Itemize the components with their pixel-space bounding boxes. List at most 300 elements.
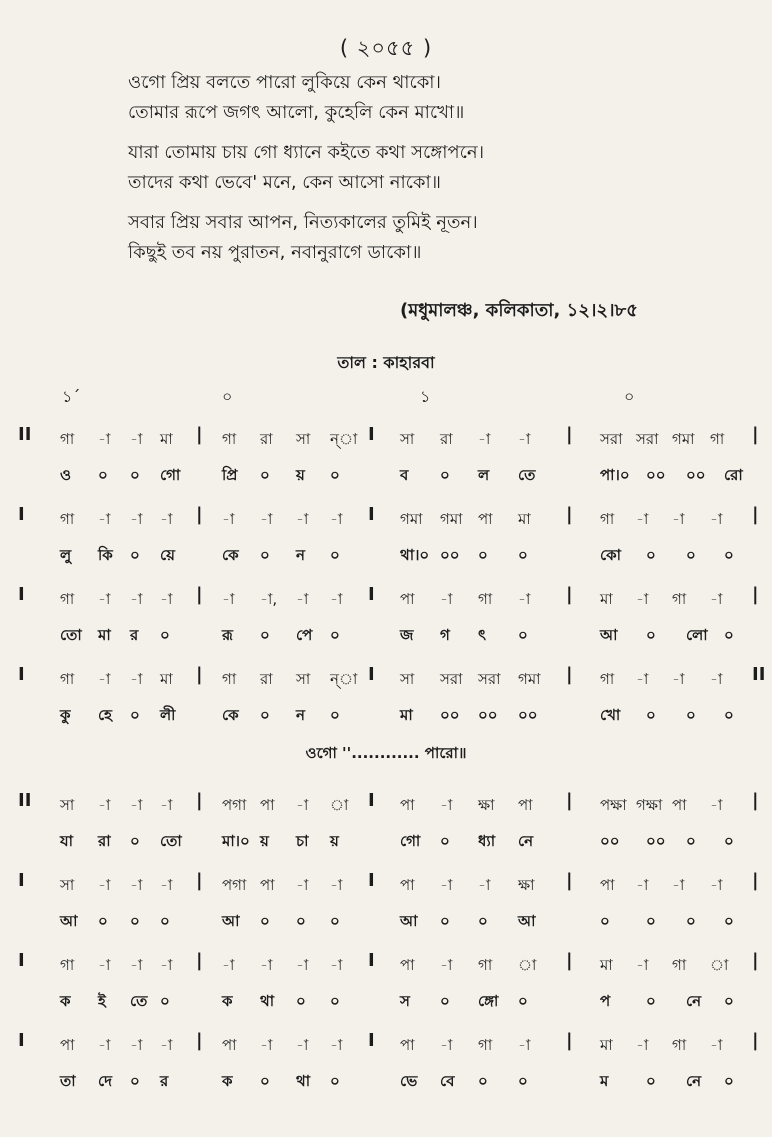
syllable-row	[0, 1062, 772, 1106]
syllable: ল	[478, 466, 490, 484]
syllable: থা।০	[400, 546, 430, 564]
return-line: ওগো ''............ পারো॥	[305, 744, 467, 762]
note: সা	[60, 796, 75, 814]
note: ক্ষা	[518, 876, 535, 894]
note: -া	[518, 590, 531, 608]
syllable: গো	[400, 832, 421, 850]
syllable: ০	[160, 626, 170, 644]
barline: |	[566, 664, 573, 685]
syllable-row	[0, 822, 772, 866]
note: -া	[160, 510, 173, 528]
barline: |	[566, 584, 573, 605]
syllable: পে	[296, 626, 313, 644]
syllable-row	[0, 536, 772, 580]
note: -া	[160, 590, 173, 608]
syllable: ০	[686, 706, 696, 724]
syllable: র	[160, 1072, 169, 1090]
note: -া	[222, 590, 235, 608]
syllable: কু	[60, 706, 71, 724]
note: গা	[478, 1036, 493, 1054]
syllable: মা	[98, 626, 111, 644]
syllable: আ	[600, 626, 618, 644]
page-number: ( ২০৫৫ )	[339, 36, 433, 60]
syllable: চা	[296, 832, 309, 850]
syllable: ০০	[440, 706, 460, 724]
note: -া	[222, 510, 235, 528]
syllable: আ	[60, 912, 78, 930]
barline: |	[566, 950, 573, 971]
note: পা	[478, 510, 493, 528]
note: পা	[672, 796, 687, 814]
syllable: ০	[260, 706, 270, 724]
note: সা	[400, 670, 415, 688]
note: -া	[160, 1036, 173, 1054]
note: -া	[518, 430, 531, 448]
syllable: নে	[518, 832, 534, 850]
syllable: কি	[98, 546, 113, 564]
syllable: ০	[686, 832, 696, 850]
syllable-row	[0, 456, 772, 500]
syllable: ০	[260, 626, 270, 644]
syllable: ০	[330, 546, 340, 564]
syllable: ০	[330, 912, 340, 930]
syllable: ০	[518, 546, 528, 564]
barline: |	[752, 584, 759, 605]
syllable: ০	[724, 832, 734, 850]
barline: II	[18, 790, 32, 811]
syllable: খো	[600, 706, 621, 724]
note: গা	[672, 1036, 687, 1054]
lyric-line: যারা তোমায় চায় গো ধ্যানে কইতে কথা সঙ্গোপনে।	[128, 142, 485, 163]
note: -া	[636, 876, 649, 894]
syllable-row	[0, 982, 772, 1026]
note: -া	[636, 590, 649, 608]
note: -া	[130, 1036, 143, 1054]
note: -া	[130, 430, 143, 448]
syllable: আ	[518, 912, 536, 930]
note: গা	[60, 510, 75, 528]
syllable: ০	[330, 626, 340, 644]
syllable: নে	[686, 992, 702, 1010]
syllable: ০০	[600, 832, 620, 850]
syllable: ক	[222, 992, 233, 1010]
syllable: ০	[98, 912, 108, 930]
syllable: ০	[330, 706, 340, 724]
syllable: ০	[600, 912, 610, 930]
syllable: আ	[222, 912, 240, 930]
syllable: ঙ্গো	[478, 992, 499, 1010]
syllable: তো	[60, 626, 82, 644]
barline: I	[368, 424, 375, 445]
note: -া	[296, 1036, 309, 1054]
note: গা	[478, 956, 493, 974]
syllable: ০	[330, 992, 340, 1010]
syllable: ও	[60, 466, 72, 484]
syllable: প্রি	[222, 466, 238, 484]
note: মা	[160, 430, 173, 448]
note: পা	[518, 796, 533, 814]
syllable: ০০	[646, 466, 666, 484]
note: -া,	[260, 590, 278, 608]
note: সা	[400, 430, 415, 448]
note: সা	[296, 430, 311, 448]
note: -া	[636, 510, 649, 528]
syllable: ০০	[518, 706, 538, 724]
note: -া	[636, 1036, 649, 1054]
syllable: ০	[724, 546, 734, 564]
note: গা	[60, 590, 75, 608]
syllable: আ	[400, 912, 418, 930]
notation-row	[0, 866, 772, 902]
syllable: ০	[130, 466, 140, 484]
syllable: ০	[440, 466, 450, 484]
syllable: কো	[600, 546, 621, 564]
syllable-row	[0, 616, 772, 660]
syllable: ন	[296, 546, 305, 564]
note: -া	[478, 430, 491, 448]
note: পক্ষা	[600, 796, 627, 814]
lyric-line: ওগো প্রিয় বলতে পারো লুকিয়ে কেন থাকো।	[128, 72, 441, 93]
note: সরা	[478, 670, 501, 688]
syllable: ০	[440, 912, 450, 930]
syllable: গ	[440, 626, 450, 644]
syllable: ০	[724, 706, 734, 724]
syllable: ০০	[686, 466, 706, 484]
note: -া	[222, 956, 235, 974]
note: সরা	[636, 430, 659, 448]
note: -া	[296, 510, 309, 528]
note: -া	[710, 510, 723, 528]
note: সরা	[600, 430, 623, 448]
note: পা	[222, 1036, 237, 1054]
note: -া	[330, 590, 343, 608]
note: পগা	[222, 876, 247, 894]
syllable: ০	[646, 626, 656, 644]
syllable: ৎ	[478, 626, 487, 644]
barline: |	[196, 664, 203, 685]
note: গা	[478, 590, 493, 608]
syllable: লো	[686, 626, 708, 644]
notation-row	[0, 420, 772, 456]
syllable: তো	[160, 832, 182, 850]
syllable: ০০	[440, 546, 460, 564]
barline: I	[368, 950, 375, 971]
note: পা	[400, 956, 415, 974]
syllable: ০	[646, 706, 656, 724]
note: সা	[60, 876, 75, 894]
note: পা	[260, 876, 275, 894]
barline: |	[752, 790, 759, 811]
syllable: ০	[478, 1072, 488, 1090]
barline: I	[18, 950, 25, 971]
syllable: মা	[400, 706, 413, 724]
syllable: ০	[518, 626, 528, 644]
syllable: দে	[98, 1072, 112, 1090]
syllable: ০	[440, 832, 450, 850]
syllable: ০	[646, 1072, 656, 1090]
note: গা	[600, 510, 615, 528]
syllable: রূ	[222, 626, 233, 644]
beat-marks	[0, 384, 772, 408]
barline: |	[566, 424, 573, 445]
note: মা	[160, 670, 173, 688]
syllable: ০	[98, 466, 108, 484]
lyric-line: সবার প্রিয় সবার আপন, নিত্যকালের তুমিই নূতন।	[128, 212, 478, 233]
note: -া	[710, 670, 723, 688]
barline: II	[752, 664, 766, 685]
barline: |	[752, 870, 759, 891]
note: -া	[98, 956, 111, 974]
syllable: নে	[686, 1072, 702, 1090]
note: গা	[60, 956, 75, 974]
note: পা	[400, 1036, 415, 1054]
note: -া	[672, 670, 685, 688]
syllable: কে	[222, 546, 239, 564]
syllable: ০	[260, 546, 270, 564]
syllable: ০	[130, 546, 140, 564]
notation-row	[0, 660, 772, 696]
syllable: ম	[600, 1072, 609, 1090]
barline: |	[752, 504, 759, 525]
note: -া	[296, 876, 309, 894]
note: ন্‌া	[330, 670, 358, 688]
note: সরা	[440, 670, 463, 688]
syllable: ০০	[646, 832, 666, 850]
syllable: প	[600, 992, 611, 1010]
note: গা	[60, 430, 75, 448]
notation-section-2	[0, 786, 772, 1106]
syllable: তে	[130, 992, 148, 1010]
note: পগা	[222, 796, 247, 814]
note: -া	[440, 1036, 453, 1054]
note: গা	[600, 670, 615, 688]
syllable: রো	[724, 466, 743, 484]
syllable: ০	[330, 466, 340, 484]
note: পা	[400, 876, 415, 894]
note: -া	[98, 670, 111, 688]
note: া	[710, 956, 729, 974]
note: -া	[130, 796, 143, 814]
note: গমা	[518, 670, 541, 688]
syllable: ন	[296, 706, 305, 724]
syllable: ০	[724, 626, 734, 644]
lyric-line: তোমার রূপে জগৎ আলো, কুহেলি কেন মাখো॥	[128, 102, 465, 123]
barline: |	[752, 1030, 759, 1051]
note: গমা	[400, 510, 423, 528]
syllable: ০	[686, 546, 696, 564]
note: -া	[710, 796, 723, 814]
note: -া	[710, 876, 723, 894]
syllable: ০	[646, 546, 656, 564]
syllable: ০	[160, 912, 170, 930]
syllable: কে	[222, 706, 239, 724]
barline: |	[752, 424, 759, 445]
syllable: ০	[518, 992, 528, 1010]
syllable: ব	[400, 466, 409, 484]
lyric-line: কিছুই তব নয় পুরাতন, নবানুরাগে ডাকো॥	[128, 242, 422, 263]
note: মা	[600, 590, 613, 608]
barline: |	[196, 424, 203, 445]
syllable: ০	[478, 546, 488, 564]
syllable: লু	[60, 546, 72, 564]
syllable: ০০	[478, 706, 498, 724]
barline: |	[566, 504, 573, 525]
syllable: থা	[296, 1072, 311, 1090]
barline: |	[196, 1030, 203, 1051]
syllable: ০	[686, 912, 696, 930]
barline: I	[368, 1030, 375, 1051]
syllable: ০	[130, 706, 140, 724]
syllable-row	[0, 902, 772, 946]
syllable: তে	[518, 466, 536, 484]
lyric-line: তাদের কথা ভেবে' মনে, কেন আসো নাকো॥	[128, 172, 441, 193]
note: -া	[296, 956, 309, 974]
note: -া	[130, 590, 143, 608]
note: -া	[98, 590, 111, 608]
note: -া	[710, 590, 723, 608]
note: -া	[98, 796, 111, 814]
note: -া	[440, 876, 453, 894]
attribution: (মধুমালঞ্চ, কলিকাতা, ১২।২।৮৫	[400, 300, 638, 321]
note: গা	[672, 956, 687, 974]
note: গমা	[672, 430, 695, 448]
notation-row	[0, 946, 772, 982]
note: পা	[60, 1036, 75, 1054]
notation-row	[0, 500, 772, 536]
syllable: স	[400, 992, 410, 1010]
syllable: রা	[98, 832, 111, 850]
note: -া	[98, 1036, 111, 1054]
note: -া	[672, 876, 685, 894]
note: -া	[440, 796, 453, 814]
syllable: ০	[724, 992, 734, 1010]
syllable: ০	[296, 992, 306, 1010]
note: -া	[98, 876, 111, 894]
note: -া	[130, 670, 143, 688]
note: পা	[260, 796, 275, 814]
beat-mark: ১´	[62, 387, 81, 406]
barline: |	[196, 950, 203, 971]
note: -া	[130, 510, 143, 528]
syllable: ই	[98, 992, 106, 1010]
notation-row	[0, 1026, 772, 1062]
note: গা	[222, 430, 237, 448]
note: -া	[672, 510, 685, 528]
note: রা	[260, 670, 273, 688]
syllable: ০	[260, 1072, 270, 1090]
syllable: য়	[260, 832, 269, 850]
syllable: ০	[296, 912, 306, 930]
beat-mark: ১	[420, 387, 431, 406]
note: ন্‌া	[330, 430, 358, 448]
note: মা	[600, 1036, 613, 1054]
note: -া	[98, 510, 111, 528]
barline: I	[368, 664, 375, 685]
barline: I	[18, 504, 25, 525]
syllable: তা	[60, 1072, 76, 1090]
barline: |	[196, 870, 203, 891]
note: গা	[222, 670, 237, 688]
note: -া	[160, 876, 173, 894]
syllable: ০	[330, 1072, 340, 1090]
syllable: জ	[400, 626, 414, 644]
syllable: ০	[130, 832, 140, 850]
syllable: বে	[440, 1072, 455, 1090]
note: -া	[330, 876, 343, 894]
barline: I	[18, 870, 25, 891]
barline: I	[18, 584, 25, 605]
syllable: ০	[260, 912, 270, 930]
note: ক্ষা	[478, 796, 495, 814]
barline: |	[566, 790, 573, 811]
syllable: য়	[330, 832, 339, 850]
syllable: ০	[724, 1072, 734, 1090]
syllable: ভে	[400, 1072, 418, 1090]
beat-mark: ০	[222, 387, 233, 406]
syllable: ক	[60, 992, 71, 1010]
lyrics-block	[128, 68, 728, 268]
syllable: হে	[98, 706, 112, 724]
note: -া	[296, 590, 309, 608]
note: -া	[260, 1036, 273, 1054]
note: া	[330, 796, 349, 814]
note: -া	[296, 796, 309, 814]
note: া	[518, 956, 537, 974]
note: -া	[636, 670, 649, 688]
barline: I	[18, 1030, 25, 1051]
barline: II	[18, 424, 32, 445]
syllable: ০	[160, 992, 170, 1010]
barline: I	[368, 790, 375, 811]
barline: |	[752, 950, 759, 971]
note: গমা	[440, 510, 463, 528]
syllable: ধ্যা	[478, 832, 496, 850]
note: গা	[60, 670, 75, 688]
note: -া	[160, 796, 173, 814]
syllable: ক	[222, 1072, 233, 1090]
note: গা	[710, 430, 725, 448]
note: পা	[400, 590, 415, 608]
syllable: ০	[646, 912, 656, 930]
note: -া	[330, 510, 343, 528]
syllable: মা।০	[222, 832, 250, 850]
syllable: ০	[724, 912, 734, 930]
syllable: গো	[160, 466, 181, 484]
syllable: ০	[478, 912, 488, 930]
syllable: য়	[296, 466, 305, 484]
note: পা	[600, 876, 615, 894]
note: -া	[130, 876, 143, 894]
syllable: ০	[518, 1072, 528, 1090]
notation-row	[0, 786, 772, 822]
syllable: যা	[60, 832, 73, 850]
barline: I	[368, 504, 375, 525]
syllable: ০	[130, 1072, 140, 1090]
tala-heading: তাল : কাহারবা	[337, 353, 435, 372]
barline: |	[196, 790, 203, 811]
note: -া	[636, 956, 649, 974]
note: -া	[260, 956, 273, 974]
note: -া	[440, 956, 453, 974]
note: -া	[260, 510, 273, 528]
barline: |	[196, 504, 203, 525]
note: মা	[518, 510, 531, 528]
syllable-row	[0, 696, 772, 740]
note: -া	[330, 956, 343, 974]
note: সা	[296, 670, 311, 688]
notation-section-1	[0, 420, 772, 740]
note: পা	[400, 796, 415, 814]
